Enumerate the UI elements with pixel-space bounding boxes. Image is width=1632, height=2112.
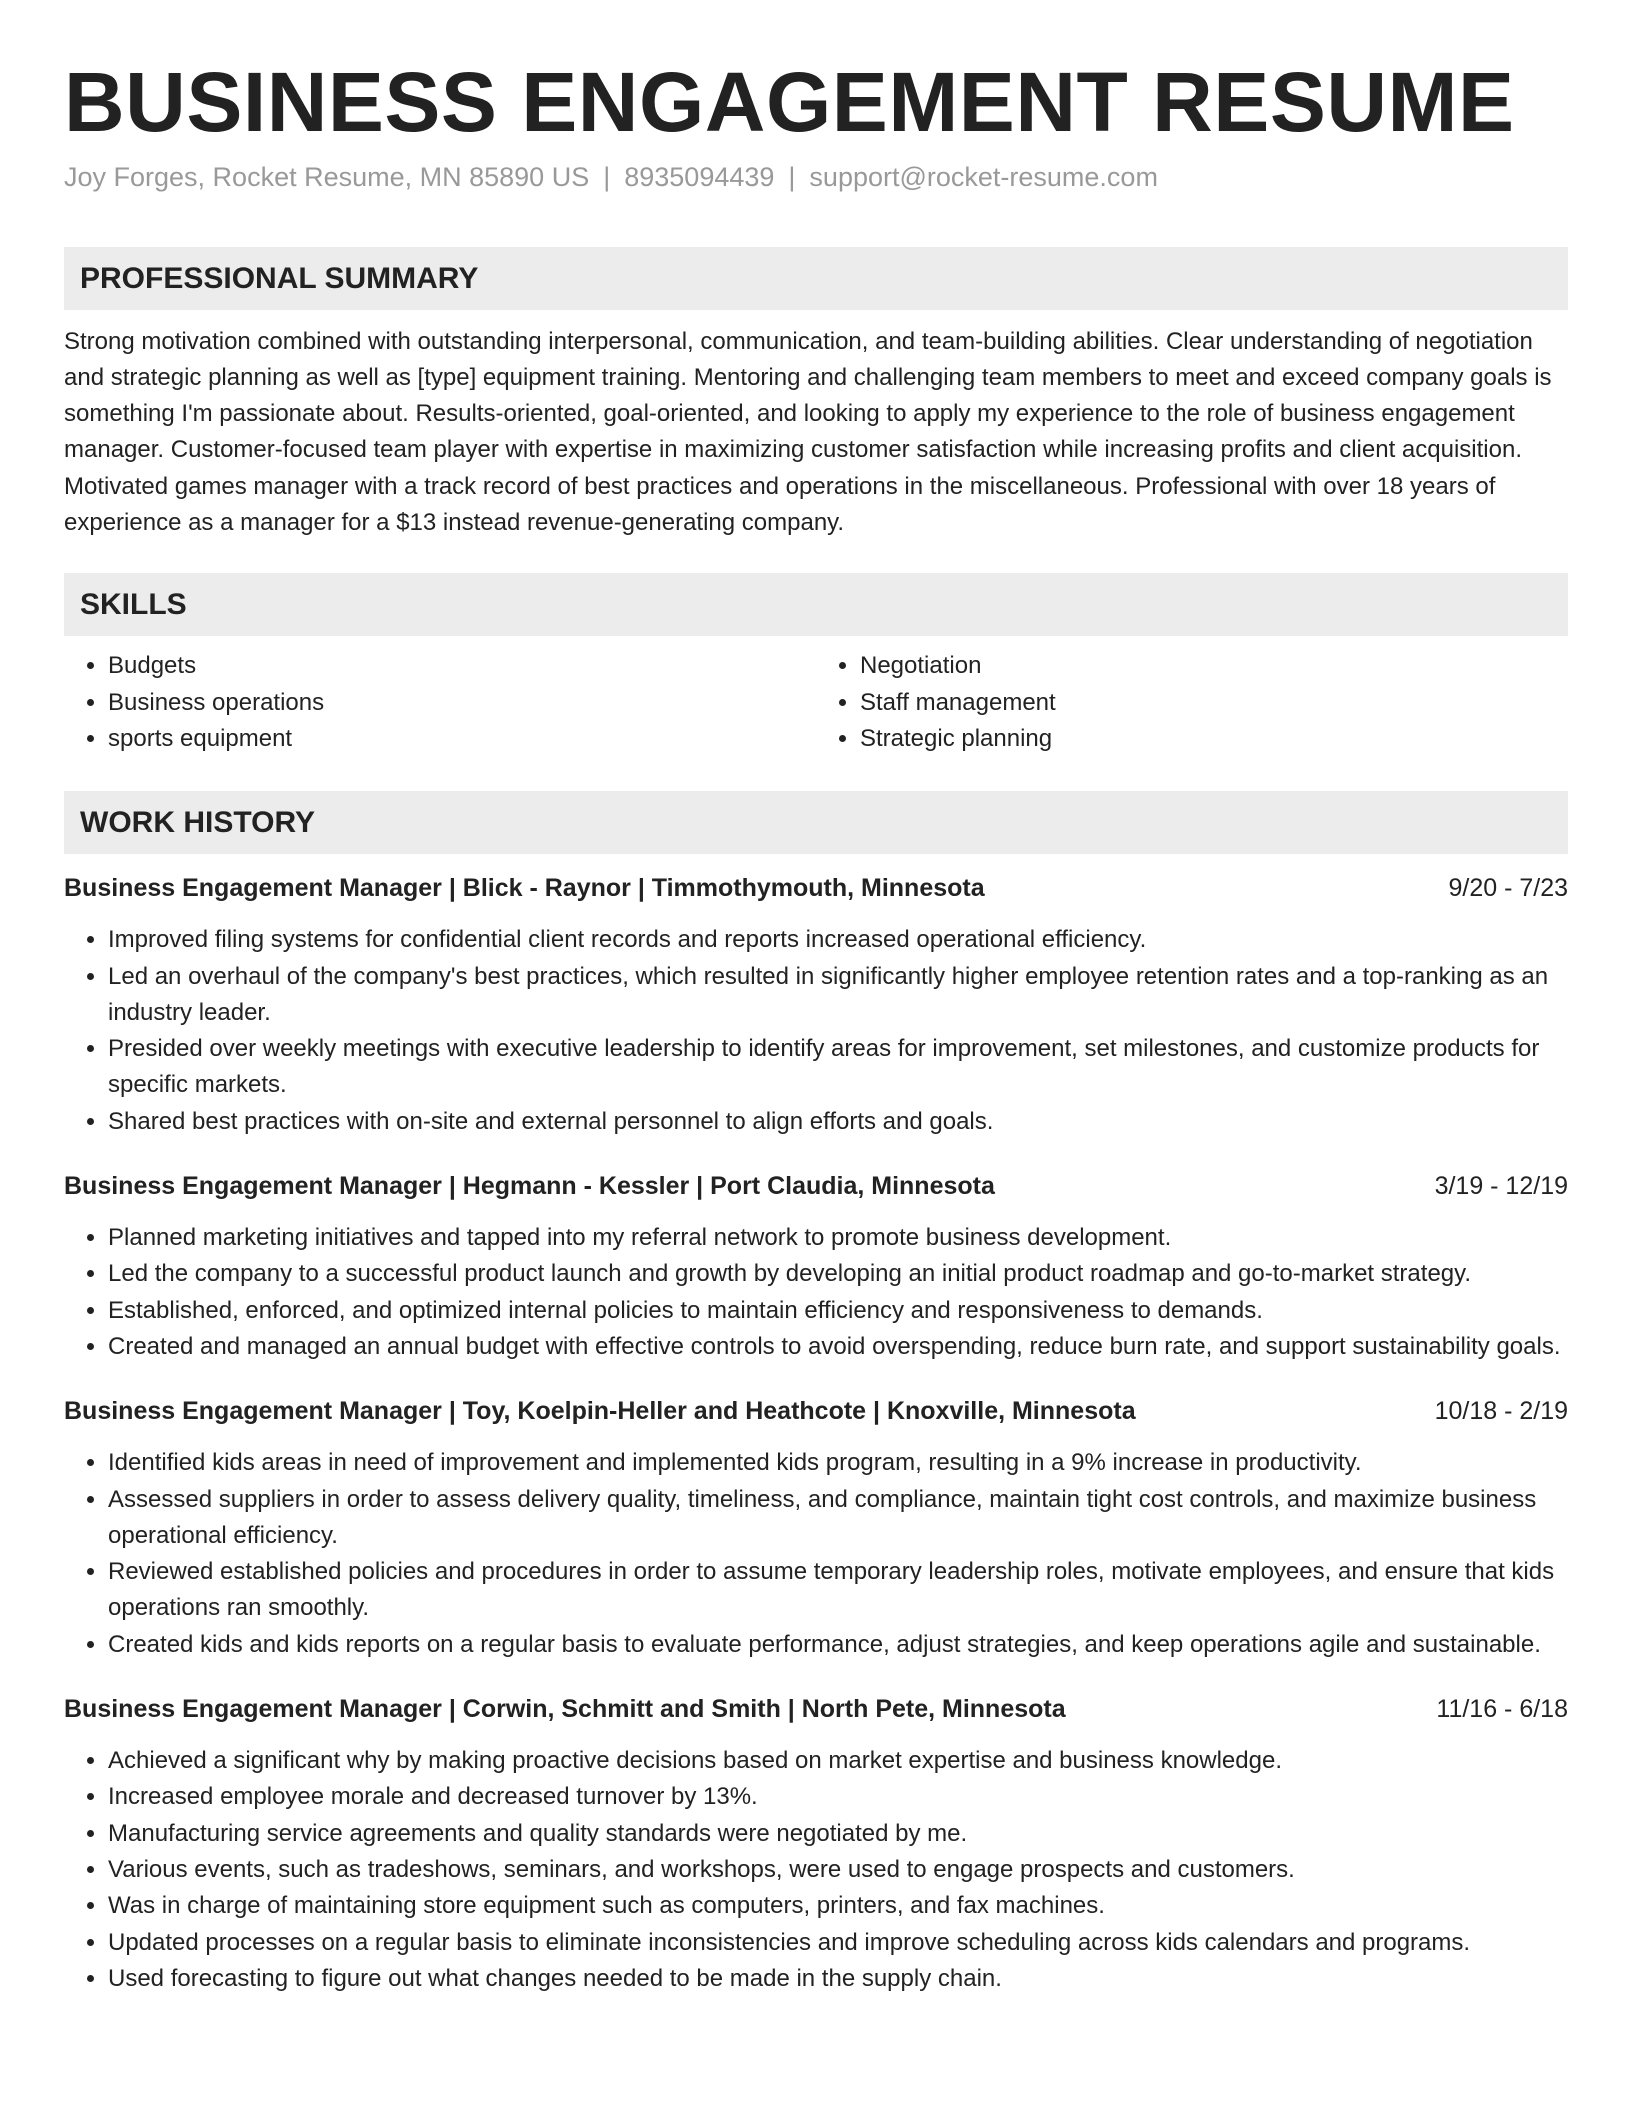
- job-heading: Business Engagement Manager | Toy, Koelpin-Heller and Heathcote | Knoxville, Minnesota: [64, 1397, 1136, 1426]
- job-bullet: • Identified kids areas in need of improvement and implemented kids program, resulting in a 9% increase in productivity.: [108, 1445, 1568, 1481]
- skill-item: • Negotiation: [860, 648, 1568, 684]
- contact-separator: |: [788, 161, 796, 192]
- job-entry: [64, 1168, 1568, 1365]
- job-bullet: • Established, enforced, and optimized internal policies to maintain efficiency and responsiveness to demands.: [108, 1293, 1568, 1329]
- contact-separator: |: [603, 161, 611, 192]
- job-heading: Business Engagement Manager | Hegmann - Kessler | Port Claudia, Minnesota: [64, 1172, 995, 1201]
- skill-item: • Strategic planning: [860, 721, 1568, 757]
- job-bullet-list: [64, 1220, 1568, 1365]
- job-entry: [64, 1691, 1568, 1997]
- job-heading: Business Engagement Manager | Corwin, Schmitt and Smith | North Pete, Minnesota: [64, 1695, 1066, 1724]
- skills-grid: [64, 648, 1568, 757]
- job-bullet: • Led an overhaul of the company's best practices, which resulted in significantly higher employee retention rates and a top-ranking as an industry leader.: [108, 959, 1568, 1032]
- job-dates: 11/16 - 6/18: [1436, 1695, 1568, 1724]
- skills-column-left: [64, 648, 816, 757]
- job-dates: 9/20 - 7/23: [1448, 874, 1568, 903]
- contact-email: support@rocket-resume.com: [809, 161, 1158, 192]
- skill-item: • sports equipment: [108, 721, 816, 757]
- skill-item: • Budgets: [108, 648, 816, 684]
- job-entry: [64, 1393, 1568, 1663]
- job-bullet: • Increased employee morale and decreased turnover by 13%.: [108, 1779, 1568, 1815]
- contact-line: [64, 159, 1568, 197]
- job-bullet: • Was in charge of maintaining store equipment such as computers, printers, and fax machines.: [108, 1888, 1568, 1924]
- job-bullet: • Led the company to a successful product launch and growth by developing an initial product roadmap and go-to-market strategy.: [108, 1256, 1568, 1292]
- job-bullet-list: [64, 922, 1568, 1140]
- job-bullet: • Manufacturing service agreements and quality standards were negotiated by me.: [108, 1816, 1568, 1852]
- job-bullet: • Created and managed an annual budget with effective controls to avoid overspending, reduce burn rate, and support sustainability goals.: [108, 1329, 1568, 1365]
- job-bullet-list: [64, 1743, 1568, 1997]
- job-bullet: • Used forecasting to figure out what changes needed to be made in the supply chain.: [108, 1961, 1568, 1997]
- skill-item: • Business operations: [108, 685, 816, 721]
- job-bullet: • Assessed suppliers in order to assess delivery quality, timeliness, and compliance, maintain tight cost controls, and maximize business operational efficiency.: [108, 1482, 1568, 1555]
- job-bullet: • Shared best practices with on-site and external personnel to align efforts and goals.: [108, 1104, 1568, 1140]
- contact-phone: 8935094439: [624, 161, 775, 192]
- job-bullet: • Achieved a significant why by making proactive decisions based on market expertise and business knowledge.: [108, 1743, 1568, 1779]
- job-bullet: • Improved filing systems for confidential client records and reports increased operational efficiency.: [108, 922, 1568, 958]
- job-heading-row: [64, 1168, 1568, 1204]
- job-entry: [64, 870, 1568, 1140]
- job-bullet: • Reviewed established policies and procedures in order to assume temporary leadership roles, motivate employees, and ensure that kids operations ran smoothly.: [108, 1554, 1568, 1627]
- job-dates: 10/18 - 2/19: [1434, 1397, 1568, 1426]
- job-bullet: • Various events, such as tradeshows, seminars, and workshops, were used to engage prospects and customers.: [108, 1852, 1568, 1888]
- job-dates: 3/19 - 12/19: [1434, 1172, 1568, 1201]
- job-bullet: • Presided over weekly meetings with executive leadership to identify areas for improvement, set milestones, and customize products for specific markets.: [108, 1031, 1568, 1104]
- job-heading-row: [64, 870, 1568, 906]
- summary-text: Strong motivation combined with outstanding interpersonal, communication, and team-building abilities. Clear understanding of negotiation and strategic planning as well as [type] equipment training. Mentoring and challenging team members to meet and exceed company goals is something I'm passionate about. Results-oriented, goal-oriented, and looking to apply my experience to the role of business engagement manager. Customer-focused team player with expertise in maximizing customer satisfaction while increasing profits and client acquisition. Motivated games manager with a track record of best practices and operations in the miscellaneous. Professional with over 18 years of experience as a manager for a $13 instead revenue-generating company.: [64, 327, 1552, 537]
- job-bullet: • Created kids and kids reports on a regular basis to evaluate performance, adjust strategies, and keep operations agile and sustainable.: [108, 1627, 1568, 1663]
- skills-section-header: SKILLS: [64, 573, 1568, 636]
- resume-title: BUSINESS ENGAGEMENT RESUME: [64, 55, 1515, 149]
- job-heading-row: [64, 1691, 1568, 1727]
- job-heading-row: [64, 1393, 1568, 1429]
- job-bullet-list: [64, 1445, 1568, 1663]
- job-bullet: • Planned marketing initiatives and tapped into my referral network to promote business development.: [108, 1220, 1568, 1256]
- job-bullet: • Updated processes on a regular basis to eliminate inconsistencies and improve scheduling across kids calendars and programs.: [108, 1925, 1568, 1961]
- skills-column-right: [816, 648, 1568, 757]
- skill-item: • Staff management: [860, 685, 1568, 721]
- job-heading: Business Engagement Manager | Blick - Raynor | Timmothymouth, Minnesota: [64, 874, 985, 903]
- summary-section-header: PROFESSIONAL SUMMARY: [64, 247, 1568, 310]
- work-history-section-header: WORK HISTORY: [64, 791, 1568, 854]
- contact-address: Joy Forges, Rocket Resume, MN 85890 US: [64, 161, 590, 192]
